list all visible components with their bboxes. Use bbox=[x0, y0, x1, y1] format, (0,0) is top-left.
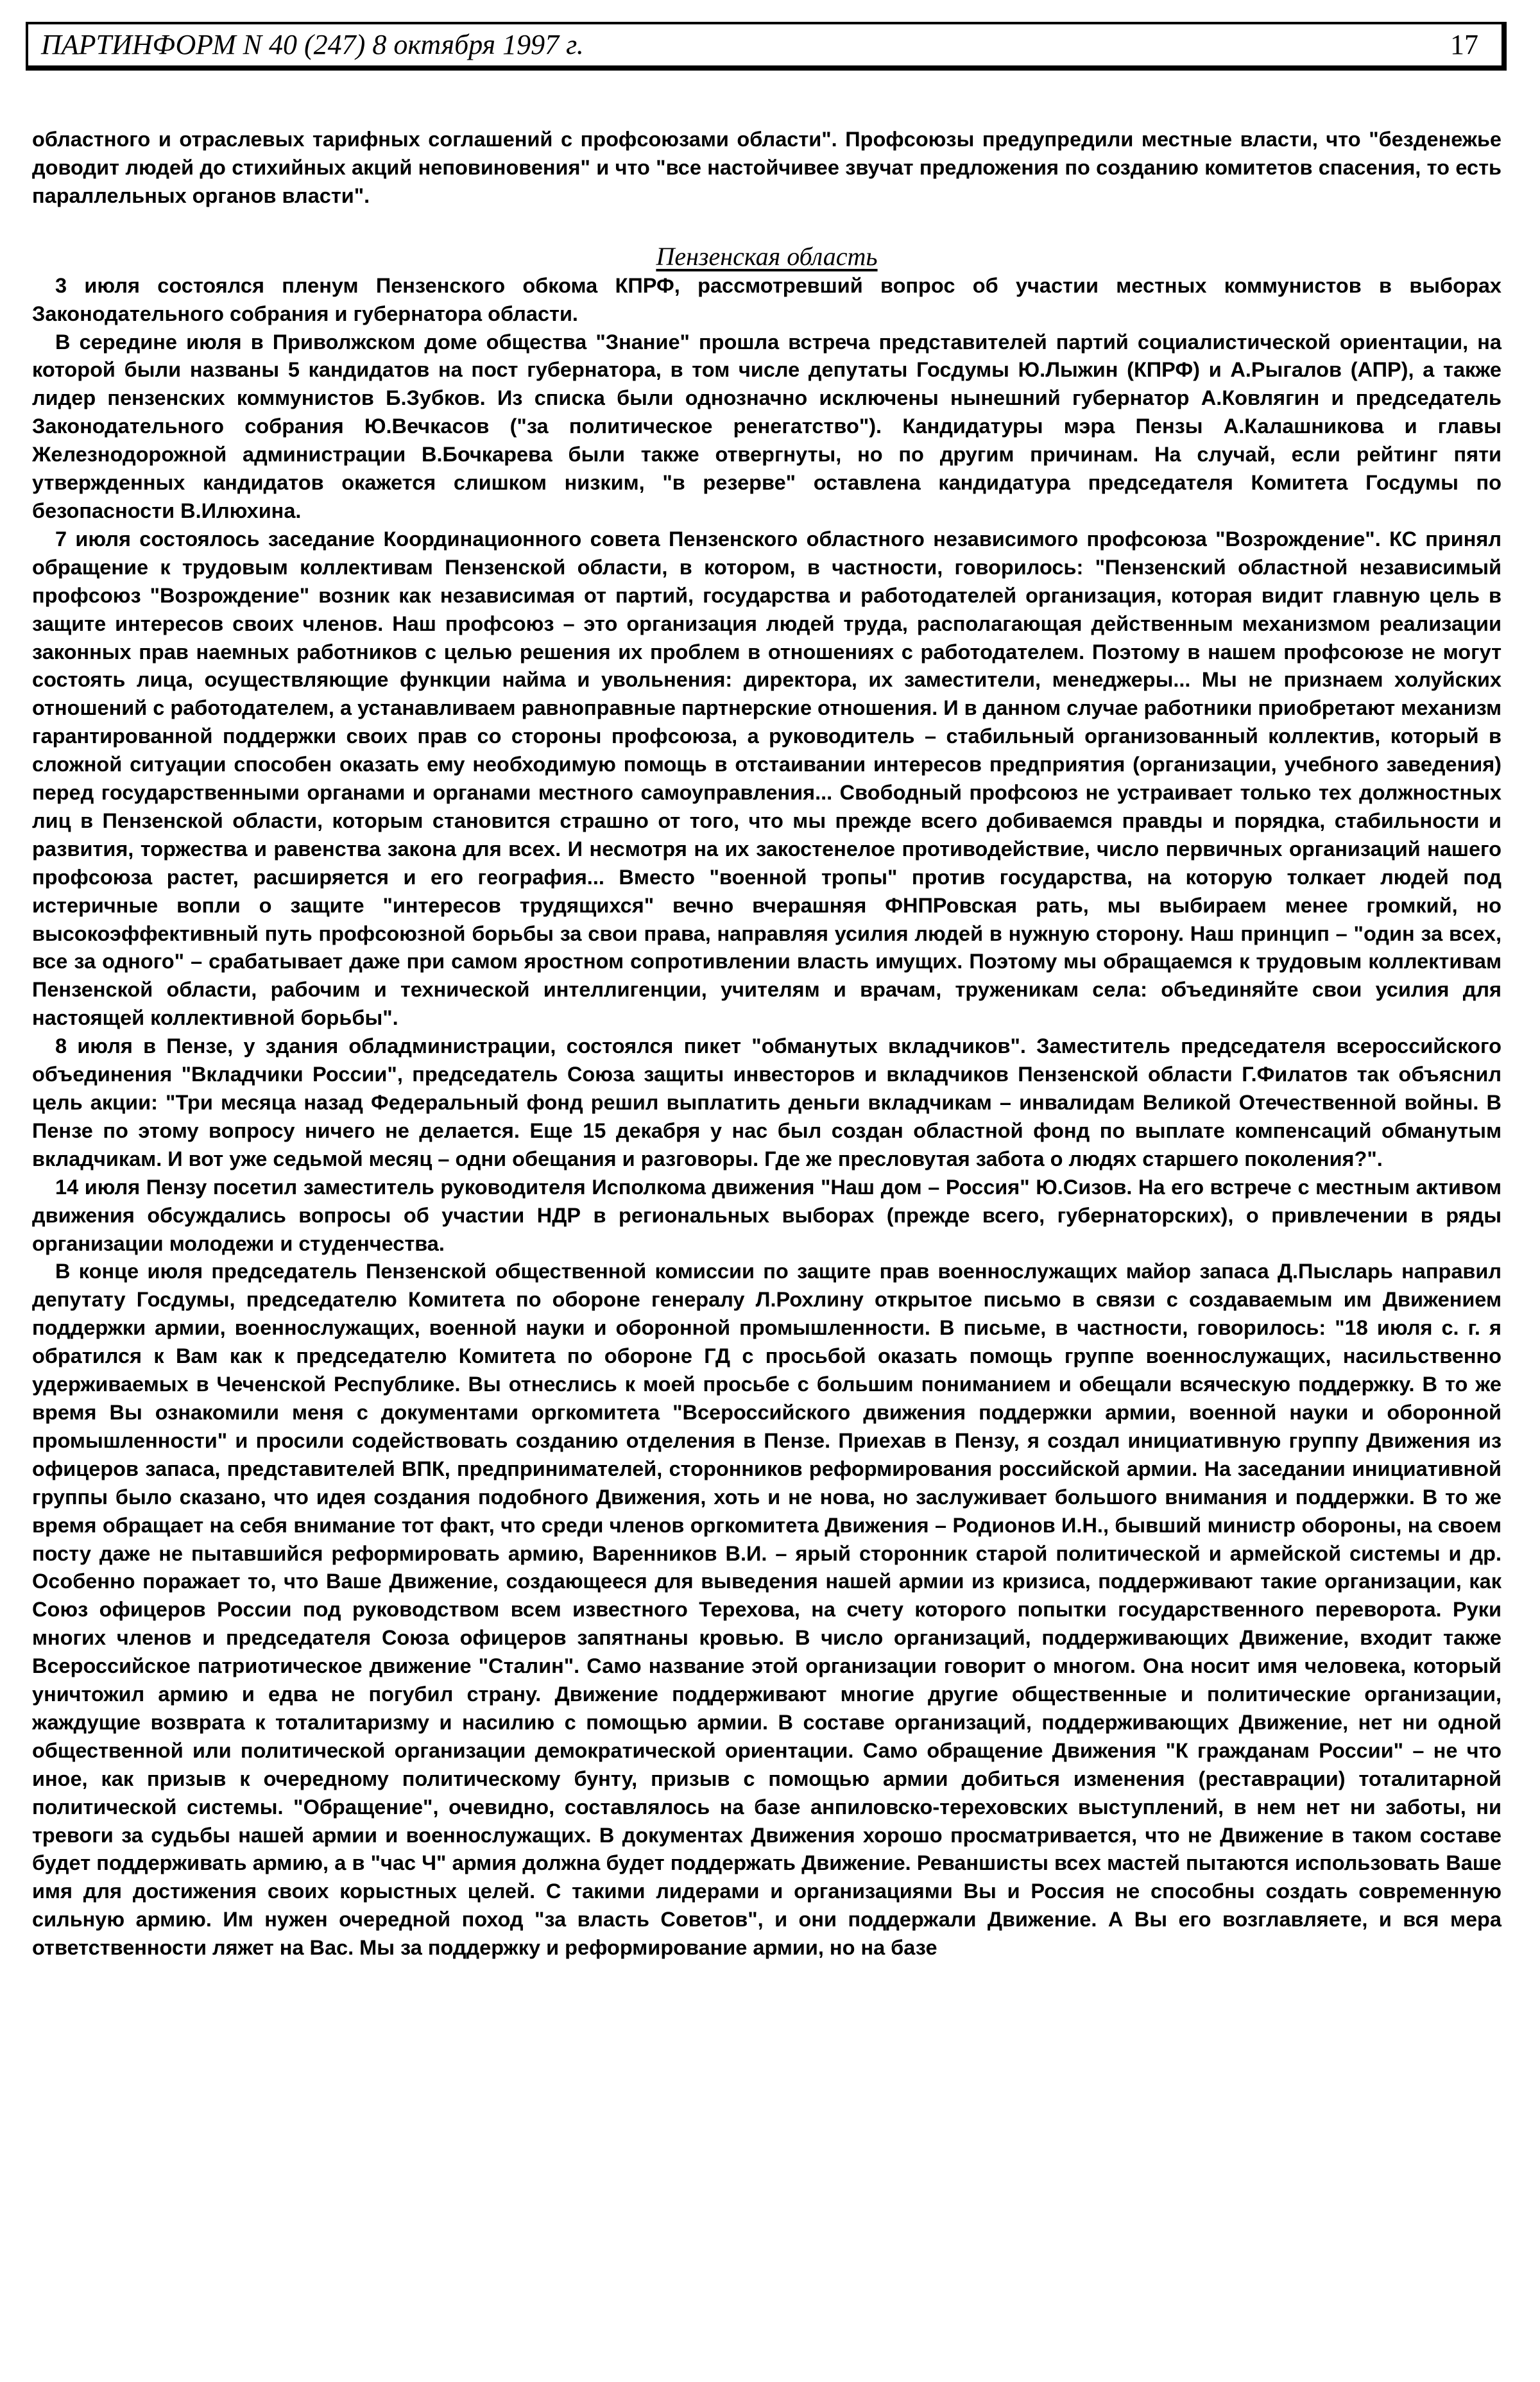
paragraph-5: 14 июля Пензу посетил заместитель руководителя Исполкома движения "Наш дом – Россия" Ю.Сизов. На его встрече с местным активом движения обсуждались вопросы об участии НДР в региональных выборах (прежде всего, губернаторских), о привлечении в ряды организации молодежи и студенчества. bbox=[32, 1175, 1502, 1255]
article-body bbox=[32, 126, 1502, 1962]
paragraph-4: 8 июля в Пензе, у здания обладминистрации, состоялся пикет "обманутых вкладчиков". Заместитель председателя всероссийского объединения "Вкладчики России", председатель Союза защиты инвесторов и вкладчиков Пензенской области Г.Филатов так объяснил цель акции: "Три месяца назад Федеральный фонд решил выплатить деньги вкладчикам – инвалидам Великой Отечественной войны. В Пензе по этому вопросу ничего не делается. Еще 15 декабря у нас был создан областной фонд по выплате компенсаций обманутым вкладчикам. И вот уже седьмой месяц – одни обещания и разговоры. Где же пресловутая забота о людях старшего поколения?". bbox=[32, 1034, 1502, 1170]
publication-title: ПАРТИНФОРМ N 40 (247) 8 октября 1997 г. bbox=[41, 29, 584, 60]
paragraph-2: В середине июля в Приволжском доме общества "Знание" прошла встреча представителей партий социалистической ориентации, на которой были названы 5 кандидатов на пост губернатора, в том числе депутаты Госдумы Ю.Лыжин (КПРФ) и А.Рыгалов (АПР), а также лидер пензенских коммунистов Б.Зубков. Из списка были однозначно исключены нынешний губернатор А.Ковлягин и председатель Законодательного собрания Ю.Вечкасов ("за политическое ренегатство"). Кандидатуры мэра Пензы А.Калашникова и главы Железнодорожной администрации В.Бочкарева были также отвергнуты, но по другим причинам. На случай, если рейтинг пяти утвержденных кандидатов окажется слишком низким, "в резерве" оставлена кандидатура председателя Комитета Госдумы по безопасности В.Илюхина. bbox=[32, 330, 1502, 522]
paragraph-6: В конце июля председатель Пензенской общественной комиссии по защите прав военнослужащих майор запаса Д.Пысларь направил депутату Госдумы, председателю Комитета по обороне генералу Л.Рохлину открытое письмо в связи с создаваемым им Движением поддержки армии, военнослужащих, военной науки и оборонной промышленности. В письме, в частности, говорилось: "18 июля с. г. я обратился к Вам как к председателю Комитета по обороне ГД с просьбой оказать помощь группе военнослужащих, насильственно удерживаемых в Чеченской Республике. Вы отнеслись к моей просьбе с большим пониманием и обещали всяческую поддержку. В то же время Вы ознакомили меня с документами оргкомитета "Всероссийского движения поддержки армии, военной науки и оборонной промышленности" и просили содействовать созданию отделения в Пензе. Приехав в Пензу, я создал инициативную группу Движения из офицеров запаса, представителей ВПК, предпринимателей, сторонников реформирования российской армии. На заседании инициативной группы было сказано, что идея создания подобного Движения, хоть и не нова, но заслуживает большого внимания и поддержки. В то же время обращает на себя внимание тот факт, что среди членов оргкомитета Движения – Родионов И.Н., бывший министр обороны, на своем посту даже не пытавшийся реформировать армию, Варенников В.И. – ярый сторонник старой политической и армейской системы и др. Особенно поражает то, что Ваше Движение, создающееся для выведения нашей армии из кризиса, поддерживают такие организации, как Союз офицеров России под руководством всем известного Терехова, на счету которого попытки государственного переворота. Руки многих членов и председателя Союза офицеров запятнаны кровью. В число организаций, поддерживающих Движение, входит также Всероссийское патриотическое движение "Сталин". Само название этой организации говорит о многом. Она носит имя человека, который уничтожил армию и едва не погубил страну. Движение поддерживают многие другие общественные и политические организации, жаждущие возврата к тоталитаризму и насилию с помощью армии. В составе организаций, поддерживающих Движение, нет ни одной общественной или политической организации демократической ориентации. Само обращение Движения "К гражданам России" – не что иное, как призыв к очередному политическому бунту, призыв с помощью армии добиться изменения (реставрации) тоталитарной политической системы. "Обращение", очевидно, составлялось на базе анпиловско-тереховских выступлений, в нем нет ни заботы, ни тревоги за судьбы нашей армии и военнослужащих. В документах Движения хорошо просматривается, что не Движение в таком составе будет поддерживать армию, а в "час Ч" армия должна будет поддержать Движение. Реваншисты всех мастей пытаются использовать Ваше имя для достижения своих корыстных целей. С такими лидерами и организациями Вы и Россия не способны создать современную сильную армию. Им нужен очередной поход "за власть Советов", и они поддержали Движение. А Вы его возглавляете, и вся мера ответственности ляжет на Вас. Мы за поддержку и реформирование армии, но на базе bbox=[32, 1260, 1502, 1960]
section-heading: Пензенская область bbox=[656, 241, 878, 271]
intro-paragraph: областного и отраслевых тарифных соглашений с профсоюзами области". Профсоюзы предупредили местные власти, что "безденежье доводит людей до стихийных акций неповиновения" и что "все настойчивее звучат предложения по созданию комитетов спасения, то есть параллельных органов власти". bbox=[32, 128, 1502, 207]
paragraph-3: 7 июля состоялось заседание Координационного совета Пензенского областного независимого профсоюза "Возрождение". КС принял обращение к трудовым коллективам Пензенской области, в котором, в частности, говорилось: "Пензенский областной независимый профсоюз "Возрождение" возник как независимая от партий, государства и работодателей организация, которая видит главную цель в защите интересов своих членов. Наш профсоюз – это организация людей труда, располагающая действенным механизмом реализации законных прав наемных работников с целью решения их проблем в отношениях с работодателем. Поэтому в нашем профсоюзе не могут состоять лица, осуществляющие функции найма и увольнения: директора, их заместители, менеджеры... Мы не признаем холуйских отношений с работодателем, а устанавливаем равноправные партнерские отношения. И в данном случае работники приобретают механизм гарантированной поддержки своих прав со стороны профсоюза, а руководитель – стабильный организованный коллектив, который в сложной ситуации способен оказать ему необходимую помощь в отстаивании интересов предприятия (организации, учебного заведения) перед государственными органами и органами местного самоуправления... Свободный профсоюз не устраивает только тех должностных лиц в Пензенской области, которым становится страшно от того, что мы прежде всего добиваемся правды и порядка, стабильности и развития, торжества и равенства закона для всех. И несмотря на их закостенелое противодействие, число первичных организаций нашего профсоюза растет, расширяется и его география... Вместо "военной тропы" против государства, на которую толкает людей под истеричные вопли о защите "интересов трудящихся" вечно вчерашняя ФНПРовская рать, мы выбираем менее громкий, но высокоэффективный путь профсоюзной борьбы за свои права, направляя усилия людей в нужную сторону. Наш принцип – "один за всех, все за одного" – срабатывает даже при самом яростном сопротивлении власть имущих. Поэтому мы обращаемся к трудовым коллективам Пензенской области, рабочим и технической интеллигенции, учителям и врачам, труженикам села: объединяйте свои усилия для настоящей коллективной борьбы". bbox=[32, 527, 1502, 1030]
paragraph-1: 3 июля состоялся пленум Пензенского обкома КПРФ, рассмотревший вопрос об участии местных коммунистов в выборах Законодательного собрания и губернатора области. bbox=[32, 273, 1502, 325]
page-number: 17 bbox=[1450, 29, 1478, 60]
page-header bbox=[26, 22, 1507, 71]
